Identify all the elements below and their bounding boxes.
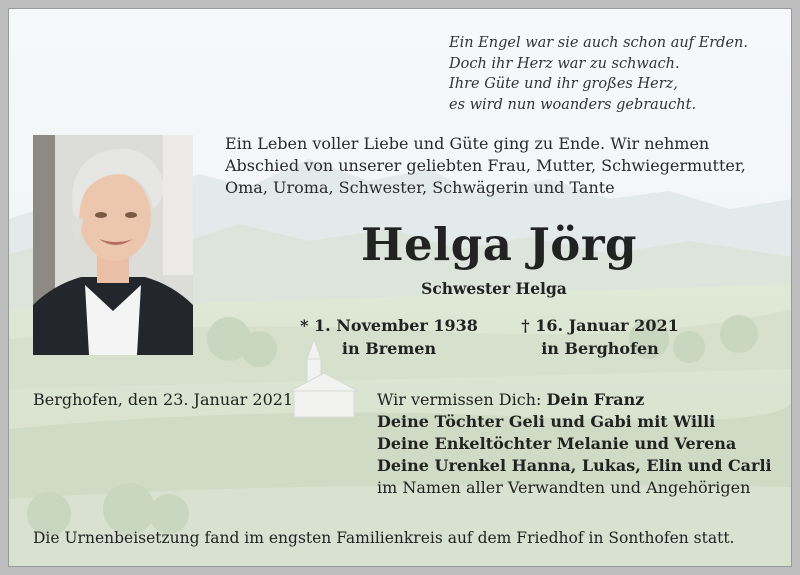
mourner-line: Deine Töchter Geli und Gabi mit Willi xyxy=(377,412,716,431)
poem xyxy=(449,33,779,115)
intro-text xyxy=(225,133,781,199)
portrait-photo xyxy=(33,135,193,355)
obituary-card xyxy=(8,8,792,567)
mourners-list xyxy=(377,389,787,499)
birth-place: in Bremen xyxy=(341,339,437,358)
poem-line: es wird nun woanders gebraucht. xyxy=(449,96,697,113)
death-date: † 16. Januar 2021 xyxy=(521,316,679,335)
birth-date: * 1. November 1938 xyxy=(300,316,478,335)
intro-line: Abschied von unserer geliebten Frau, Mutter, Schwiegermutter, xyxy=(225,156,746,175)
intro-line: Ein Leben voller Liebe und Güte ging zu Ende. Wir nehmen xyxy=(225,134,710,153)
poem-line: Doch ihr Herz war zu schwach. xyxy=(449,55,680,72)
deceased-name: Helga Jörg xyxy=(360,218,637,271)
poem-line: Ein Engel war sie auch schon auf Erden. xyxy=(449,35,748,51)
intro-line: Oma, Uroma, Schwester, Schwägerin und Tante xyxy=(225,178,615,197)
deceased-nickname: Schwester Helga xyxy=(421,279,567,298)
poem-line: Ihre Güte und ihr großes Herz, xyxy=(449,76,678,92)
place-date: Berghofen, den 23. Januar 2021 xyxy=(33,390,294,409)
mourners-first-line xyxy=(377,389,787,411)
mourners-lead: Wir vermissen Dich: xyxy=(377,390,542,409)
mourner-spouse: Dein Franz xyxy=(546,390,645,409)
mourner-line: Deine Urenkel Hanna, Lukas, Elin und Carli xyxy=(377,456,772,475)
death-place: in Berghofen xyxy=(541,339,659,358)
mourners-closing: im Namen aller Verwandten und Angehörigen xyxy=(377,478,751,497)
birth-info xyxy=(289,314,489,360)
funeral-note: Die Urnenbeisetzung fand im engsten Familienkreis auf dem Friedhof in Sonthofen statt. xyxy=(33,529,735,547)
mourner-line: Deine Enkeltöchter Melanie und Verena xyxy=(377,434,737,453)
death-info xyxy=(507,314,693,360)
